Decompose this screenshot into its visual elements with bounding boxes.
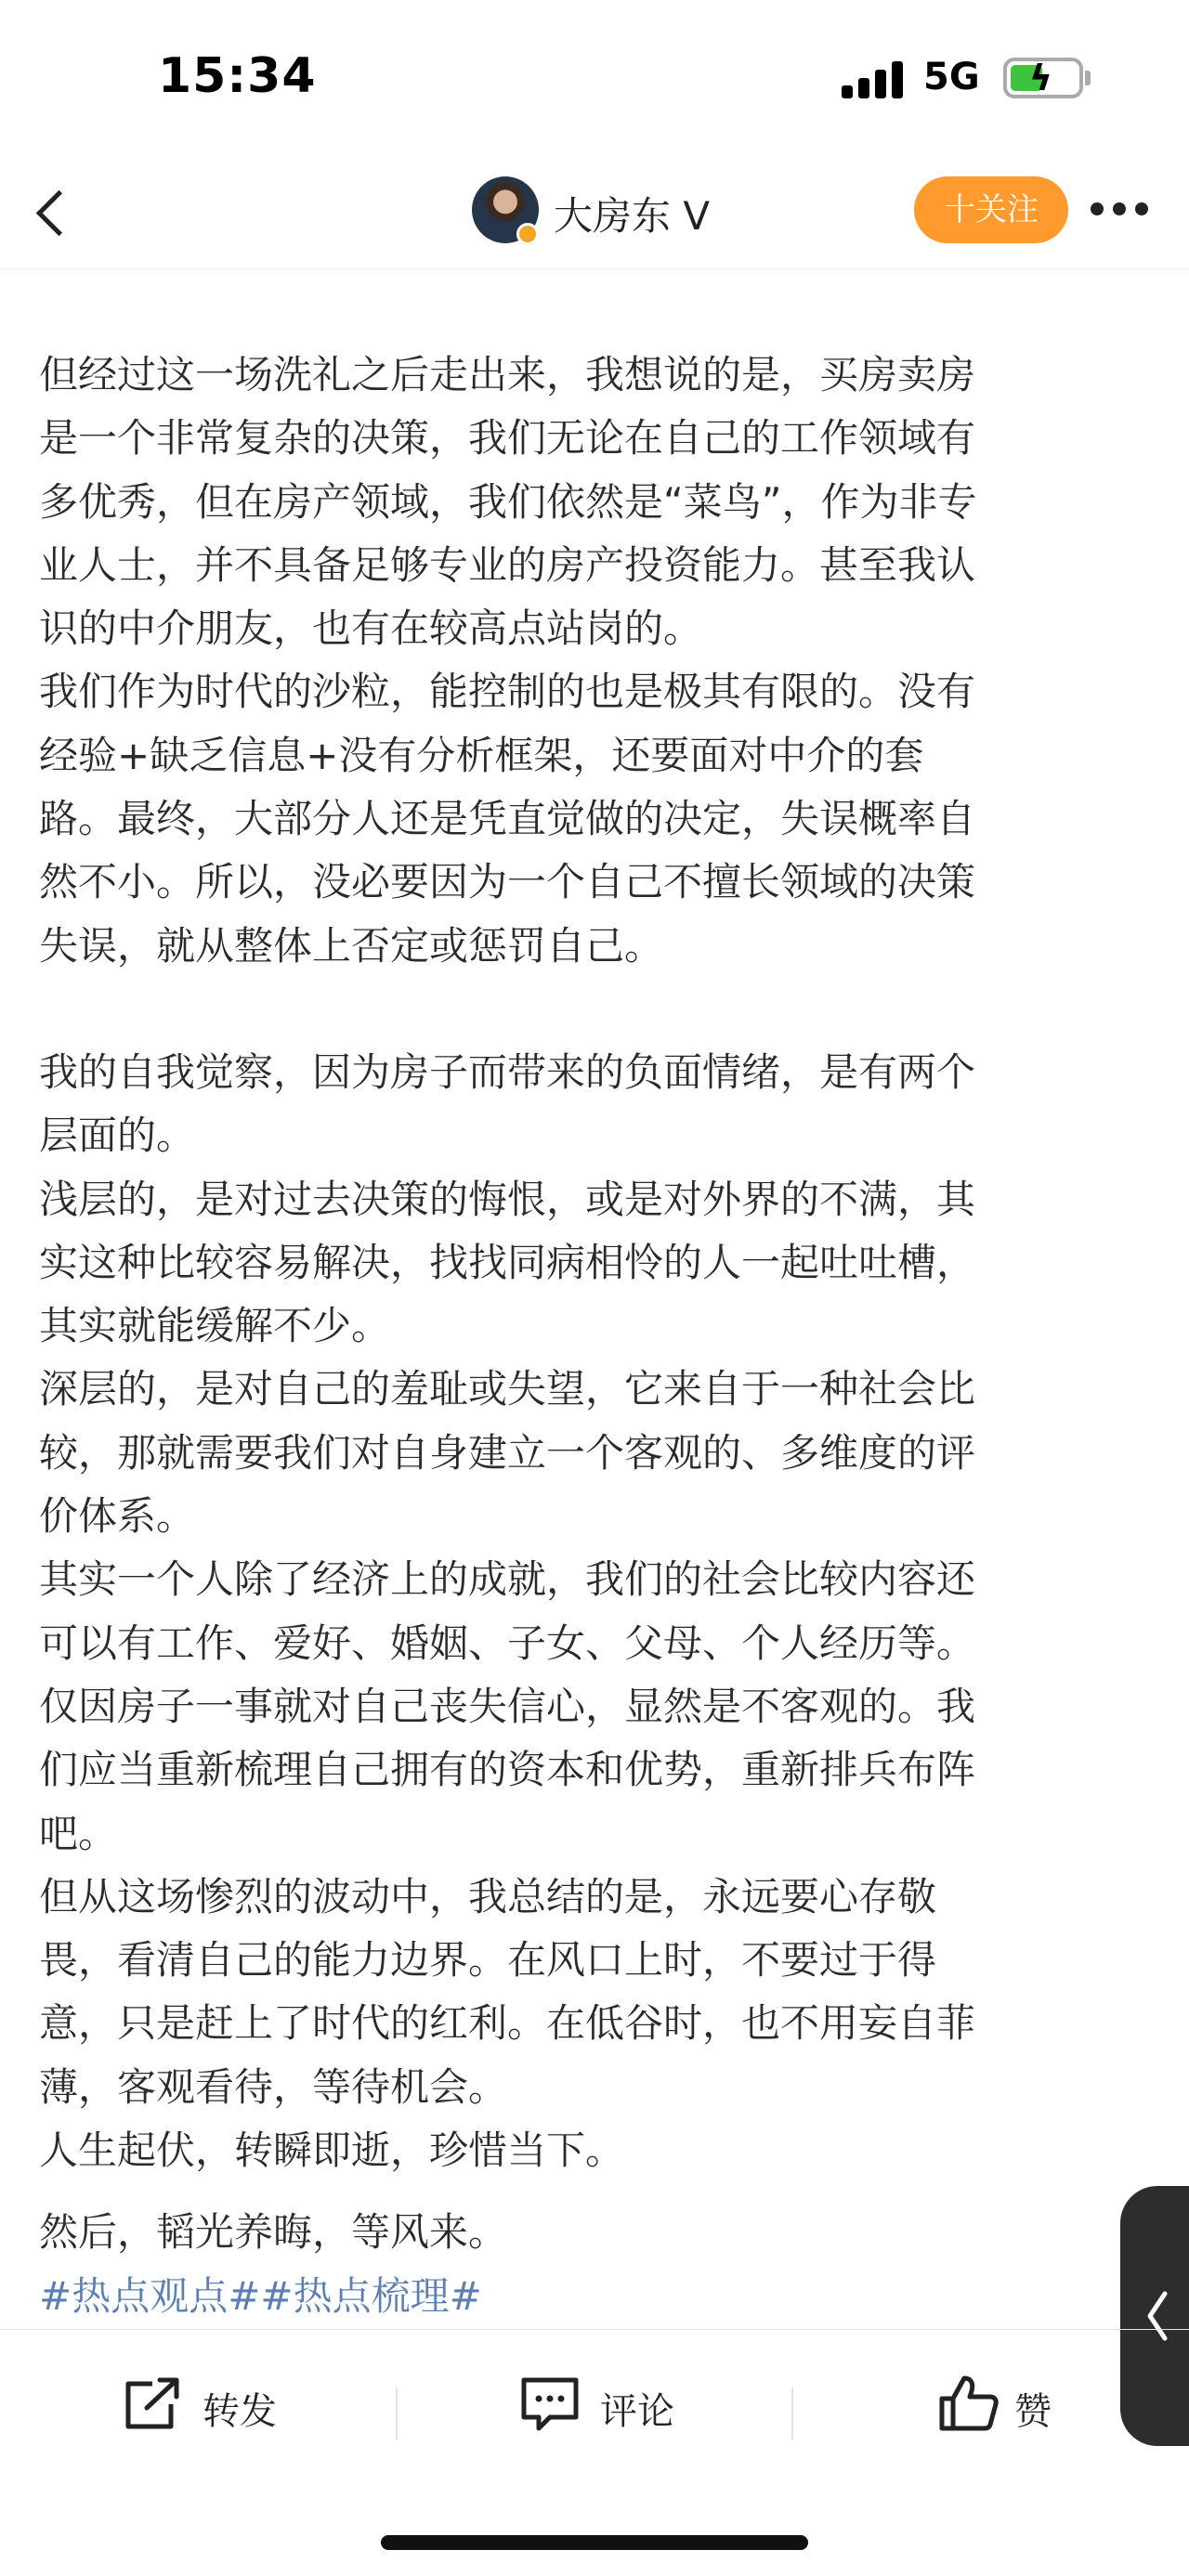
more-dots-icon[interactable] bbox=[1087, 186, 1152, 232]
share-icon bbox=[121, 2376, 184, 2432]
paragraph: 但经过这一场洗礼之后走出来，我想说的是，买房卖房 是一个非常复杂的决策，我们无论在自己的工作领域有 多优秀，但在房产领域，我们依然是“菜鸟”，作为非专 业人士，并不具备足够专业的房产投资能力。甚至我认 识的中介朋友，也有在较高点站岗的。 bbox=[39, 352, 977, 652]
divider bbox=[396, 2387, 398, 2439]
chevron-left-icon[interactable] bbox=[26, 180, 82, 245]
status-bar bbox=[0, 0, 1189, 158]
paragraph: 我们作为时代的沙粒，能控制的也是极其有限的。没有 经验+缺乏信息+没有分析框架，还要面对中介的套 路。最终，大部分人还是凭直觉做的决定，失误概率自 然不小。所以，没必要因为一个自己不擅长领域的决策 失误，就从整体上否定或惩罚自己。 bbox=[39, 669, 976, 969]
action-bar bbox=[0, 2329, 1189, 2485]
signal-icon bbox=[842, 61, 903, 98]
hashtag-links[interactable]: #热点观点##热点梳理# bbox=[39, 2272, 482, 2319]
paragraph: 但从这场惨烈的波动中，我总结的是，永远要心存敬 畏，看清自己的能力边界。在风口上时，不要过于得 意，只是赶上了时代的红利。在低谷时，也不用妄自菲 薄，客观看待，等待机会。 bbox=[39, 1873, 976, 2110]
paragraph-gap bbox=[39, 978, 1154, 1041]
comment-label: 评论 bbox=[600, 2390, 674, 2433]
thumbs-up-icon bbox=[936, 2373, 1000, 2432]
nav-bar bbox=[0, 158, 1189, 269]
comment-icon bbox=[518, 2374, 581, 2434]
network-type: 5G bbox=[923, 56, 980, 98]
home-indicator[interactable] bbox=[381, 2535, 808, 2550]
status-time: 15:34 bbox=[158, 48, 317, 104]
repost-button[interactable] bbox=[121, 2376, 297, 2441]
paragraph: 深层的，是对自己的羞耻或失望，它来自于一种社会比 较，那就需要我们对自身建立一个客观的、多维度的评 价体系。 bbox=[39, 1366, 976, 1540]
paragraph: 其实一个人除了经济上的成就，我们的社会比较内容还 可以有工作、爱好、婚姻、子女、父母、个人经历等。 仅因房子一事就对自己丧失信心，显然是不客观的。我 们应当重新梳理自己拥有的资本和优势，重新排兵布阵 吧。 bbox=[39, 1556, 976, 1856]
paragraph: 然后，韬光养晦，等风来。 bbox=[39, 2209, 508, 2256]
follow-button[interactable]: 十关注 bbox=[914, 176, 1068, 243]
paragraph: 我的自我觉察，因为房子而带来的负面情绪，是有两个 层面的。 bbox=[39, 1048, 976, 1159]
divider bbox=[791, 2387, 793, 2439]
battery-charging-icon: ϟ bbox=[1003, 58, 1083, 98]
comment-button[interactable] bbox=[518, 2376, 695, 2441]
like-label: 赞 bbox=[1014, 2390, 1052, 2433]
paragraph: 人生起伏，转瞬即逝，珍惜当下。 bbox=[39, 2127, 625, 2174]
username[interactable]: 大房东 V bbox=[554, 193, 711, 239]
repost-label: 转发 bbox=[203, 2390, 277, 2433]
like-button[interactable] bbox=[936, 2376, 1076, 2441]
verified-badge-icon bbox=[516, 223, 539, 245]
paragraph: 浅层的，是对过去决策的悔恨，或是对外界的不满，其 实这种比较容易解决，找找同病相怜的人一起吐吐槽， 其实就能缓解不少。 bbox=[39, 1176, 976, 1349]
post-content bbox=[39, 344, 1154, 2328]
paragraph-gap bbox=[39, 2182, 1154, 2201]
